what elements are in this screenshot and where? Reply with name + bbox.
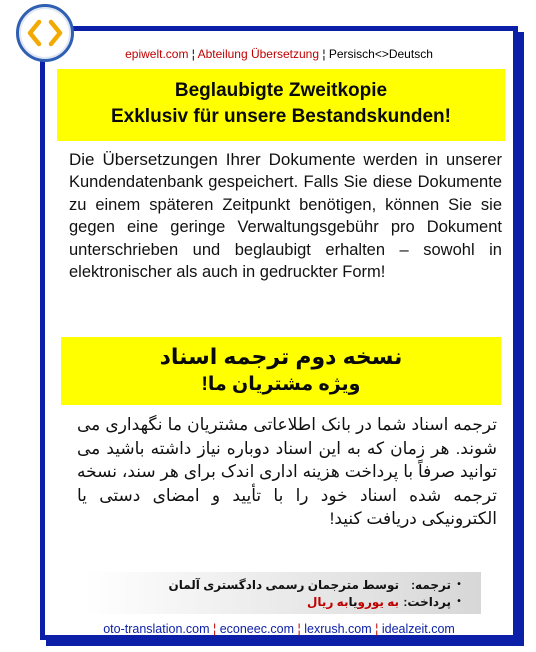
payment-rial: به ریال [307, 594, 349, 609]
header-department: Abteilung Übersetzung [197, 47, 320, 61]
header-separator: ¦ [319, 47, 329, 61]
persian-title-line1: نسخه دوم ترجمه اسناد [159, 344, 403, 369]
footer-link-lexrush[interactable]: lexrush.com [304, 622, 372, 636]
flyer-card [40, 26, 518, 640]
german-paragraph-lead: Die Übersetzungen Ihrer Dokumente [69, 150, 356, 169]
info-notes-box [85, 572, 481, 614]
logo [16, 4, 74, 62]
german-paragraph-body: werden in unserer Kundendatenbank gespeichert. Falls Sie diese Dokumente zu einem späteren Zeitpunkt benötigen, können Sie sie gegen eine geringe Verwaltungsgebühr pro Dokument unterschrieben und beglaubigt erhalten – sowohl in elektronischer als auch in gedruckter Form! [69, 151, 502, 282]
german-title-box [57, 69, 505, 141]
payment-euro: به یورو [357, 594, 399, 609]
header-separator: ¦ [188, 47, 198, 61]
code-brackets-icon [26, 18, 64, 48]
header-languages: Persisch<>Deutsch [328, 47, 433, 61]
footer-separator: ¦ [294, 622, 305, 636]
note-row-translation [85, 576, 467, 593]
persian-title-box [61, 337, 501, 405]
note-key-payment: پرداخت: [403, 594, 451, 609]
bullet-icon: • [457, 596, 461, 607]
persian-paragraph: ترجمه اسناد شما در بانک اطلاعاتی مشتریان ما نگهداری می شوند. هر زمان که به این اسناد دوباره نیاز داشته باشید می توانید صرفاً با پرداخت هزینه اداری اندک برای هر سند، نسخه ترجمه شده اسناد خود را با تأیید و امضای دستی یا الکترونیکی دریافت کنید! [77, 415, 497, 528]
footer-separator: ¦ [371, 622, 382, 636]
footer-link-econeec[interactable]: econeec.com [219, 622, 295, 636]
footer-links [45, 622, 513, 636]
bullet-icon: • [457, 579, 461, 590]
footer-separator: ¦ [209, 622, 220, 636]
note-key-translation: ترجمه: [411, 577, 451, 592]
header-line [45, 47, 513, 61]
payment-or: یا [348, 594, 358, 609]
persian-title-line2: ویژه مشتریان ما! [201, 374, 361, 395]
header-site-link[interactable]: epiwelt.com [125, 47, 189, 61]
note-value-translation: توسط مترجمان رسمی دادگستری آلمان [168, 577, 399, 592]
german-paragraph [69, 149, 502, 283]
footer-link-oto-translation[interactable]: oto-translation.com [103, 622, 210, 636]
note-row-payment [85, 593, 467, 610]
footer-link-idealzeit[interactable]: idealzeit.com [381, 622, 455, 636]
german-title-line1: Beglaubigte Zweitkopie [174, 80, 388, 101]
german-title-line2: Exklusiv für unsere Bestandskunden! [111, 106, 451, 127]
